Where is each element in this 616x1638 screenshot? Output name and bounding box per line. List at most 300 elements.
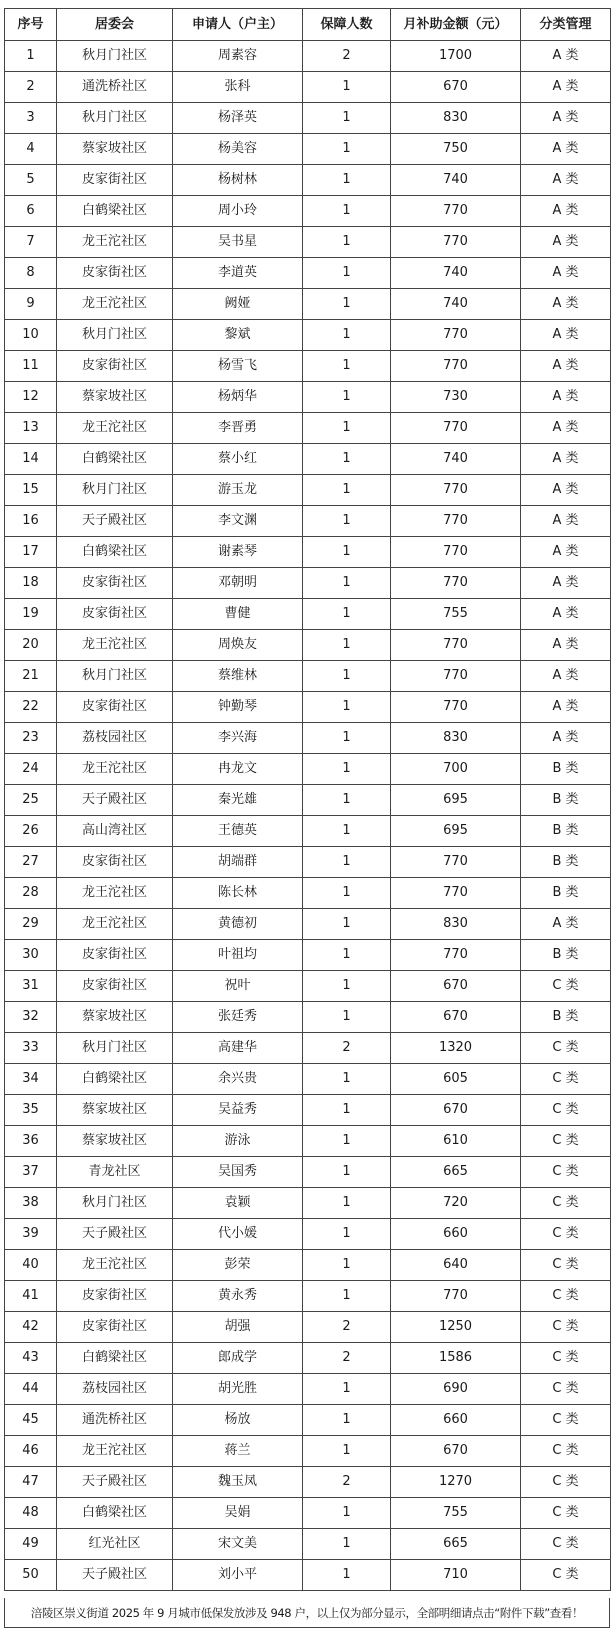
cell-committee: 皮家街社区	[57, 1281, 173, 1312]
cell-applicant: 高建华	[173, 1033, 303, 1064]
cell-persons: 1	[303, 196, 391, 227]
cell-persons: 1	[303, 1498, 391, 1529]
cell-applicant: 蒋兰	[173, 1436, 303, 1467]
cell-applicant: 周素容	[173, 41, 303, 72]
cell-index: 36	[5, 1126, 57, 1157]
cell-index: 50	[5, 1560, 57, 1591]
cell-committee: 红光社区	[57, 1529, 173, 1560]
table-row	[5, 165, 611, 196]
table-row	[5, 723, 611, 754]
cell-index: 2	[5, 72, 57, 103]
cell-amount: 770	[391, 506, 521, 537]
cell-committee: 皮家街社区	[57, 165, 173, 196]
cell-amount: 610	[391, 1126, 521, 1157]
cell-amount: 770	[391, 351, 521, 382]
cell-amount: 605	[391, 1064, 521, 1095]
cell-applicant: 阙娅	[173, 289, 303, 320]
table-row	[5, 1281, 611, 1312]
cell-amount: 710	[391, 1560, 521, 1591]
cell-committee: 皮家街社区	[57, 940, 173, 971]
cell-applicant: 张廷秀	[173, 1002, 303, 1033]
cell-persons: 1	[303, 1219, 391, 1250]
cell-persons: 1	[303, 1126, 391, 1157]
cell-amount: 740	[391, 258, 521, 289]
cell-applicant: 张科	[173, 72, 303, 103]
cell-committee: 皮家街社区	[57, 692, 173, 723]
table-row	[5, 506, 611, 537]
table-row	[5, 1126, 611, 1157]
table-body	[5, 41, 611, 1591]
cell-committee: 龙王沱社区	[57, 227, 173, 258]
cell-index: 14	[5, 444, 57, 475]
cell-index: 8	[5, 258, 57, 289]
cell-category: C 类	[521, 1064, 611, 1095]
cell-committee: 蔡家坡社区	[57, 1095, 173, 1126]
table-row	[5, 444, 611, 475]
cell-persons: 2	[303, 1033, 391, 1064]
table-row	[5, 134, 611, 165]
cell-category: C 类	[521, 1312, 611, 1343]
cell-index: 37	[5, 1157, 57, 1188]
table-row	[5, 103, 611, 134]
cell-committee: 龙王沱社区	[57, 413, 173, 444]
cell-category: B 类	[521, 878, 611, 909]
cell-persons: 1	[303, 1436, 391, 1467]
cell-amount: 770	[391, 196, 521, 227]
cell-amount: 770	[391, 878, 521, 909]
cell-committee: 高山湾社区	[57, 816, 173, 847]
cell-amount: 690	[391, 1374, 521, 1405]
cell-amount: 740	[391, 165, 521, 196]
cell-applicant: 邓朝明	[173, 568, 303, 599]
cell-category: A 类	[521, 537, 611, 568]
cell-persons: 1	[303, 599, 391, 630]
table-row	[5, 909, 611, 940]
table-row	[5, 320, 611, 351]
cell-committee: 白鹤梁社区	[57, 1498, 173, 1529]
cell-applicant: 叶祖均	[173, 940, 303, 971]
table-row	[5, 41, 611, 72]
cell-amount: 770	[391, 227, 521, 258]
table-row	[5, 351, 611, 382]
cell-persons: 1	[303, 1064, 391, 1095]
cell-applicant: 黎斌	[173, 320, 303, 351]
cell-persons: 1	[303, 413, 391, 444]
table-row	[5, 1467, 611, 1498]
cell-applicant: 秦光雄	[173, 785, 303, 816]
cell-persons: 1	[303, 568, 391, 599]
cell-index: 31	[5, 971, 57, 1002]
cell-index: 35	[5, 1095, 57, 1126]
table-row	[5, 1405, 611, 1436]
cell-amount: 770	[391, 568, 521, 599]
cell-amount: 770	[391, 475, 521, 506]
cell-category: C 类	[521, 1095, 611, 1126]
cell-persons: 1	[303, 1095, 391, 1126]
cell-applicant: 黄永秀	[173, 1281, 303, 1312]
cell-committee: 青龙社区	[57, 1157, 173, 1188]
table-row	[5, 630, 611, 661]
cell-committee: 秋月门社区	[57, 320, 173, 351]
cell-persons: 1	[303, 103, 391, 134]
table-row	[5, 289, 611, 320]
cell-amount: 770	[391, 847, 521, 878]
cell-index: 12	[5, 382, 57, 413]
table-row	[5, 816, 611, 847]
cell-applicant: 郎成学	[173, 1343, 303, 1374]
cell-index: 28	[5, 878, 57, 909]
cell-index: 38	[5, 1188, 57, 1219]
cell-persons: 1	[303, 351, 391, 382]
cell-category: C 类	[521, 1436, 611, 1467]
cell-persons: 1	[303, 971, 391, 1002]
cell-committee: 龙王沱社区	[57, 630, 173, 661]
cell-applicant: 宋文美	[173, 1529, 303, 1560]
cell-persons: 1	[303, 382, 391, 413]
header-committee: 居委会	[57, 9, 173, 41]
cell-category: B 类	[521, 1002, 611, 1033]
cell-committee: 龙王沱社区	[57, 878, 173, 909]
cell-committee: 白鹤梁社区	[57, 1343, 173, 1374]
cell-index: 33	[5, 1033, 57, 1064]
header-persons: 保障人数	[303, 9, 391, 41]
cell-category: A 类	[521, 723, 611, 754]
cell-persons: 1	[303, 258, 391, 289]
cell-category: A 类	[521, 72, 611, 103]
cell-applicant: 袁颖	[173, 1188, 303, 1219]
cell-applicant: 黄德初	[173, 909, 303, 940]
cell-index: 34	[5, 1064, 57, 1095]
cell-persons: 1	[303, 537, 391, 568]
cell-committee: 龙王沱社区	[57, 754, 173, 785]
cell-committee: 龙王沱社区	[57, 909, 173, 940]
cell-persons: 1	[303, 1560, 391, 1591]
cell-persons: 1	[303, 1188, 391, 1219]
cell-amount: 670	[391, 1436, 521, 1467]
table-row	[5, 1157, 611, 1188]
cell-amount: 670	[391, 1095, 521, 1126]
cell-committee: 皮家街社区	[57, 568, 173, 599]
table-row	[5, 1498, 611, 1529]
cell-category: C 类	[521, 1033, 611, 1064]
cell-persons: 1	[303, 1374, 391, 1405]
cell-category: A 类	[521, 196, 611, 227]
table-row	[5, 1250, 611, 1281]
cell-applicant: 吴益秀	[173, 1095, 303, 1126]
table-row	[5, 599, 611, 630]
cell-index: 39	[5, 1219, 57, 1250]
cell-committee: 荔枝园社区	[57, 1374, 173, 1405]
cell-index: 24	[5, 754, 57, 785]
footer-note: 涪陵区崇义街道 2025 年 9 月城市低保发放涉及 948 户，以上仅为部分显示，全部明细请点击“附件下载”查看！	[4, 1598, 610, 1628]
cell-persons: 1	[303, 320, 391, 351]
cell-applicant: 吴娟	[173, 1498, 303, 1529]
cell-committee: 蔡家坡社区	[57, 382, 173, 413]
cell-persons: 1	[303, 289, 391, 320]
cell-committee: 皮家街社区	[57, 599, 173, 630]
cell-amount: 720	[391, 1188, 521, 1219]
table-row	[5, 1064, 611, 1095]
cell-applicant: 李晋勇	[173, 413, 303, 444]
cell-persons: 1	[303, 165, 391, 196]
cell-applicant: 杨泽英	[173, 103, 303, 134]
cell-amount: 770	[391, 630, 521, 661]
cell-persons: 1	[303, 1002, 391, 1033]
cell-persons: 1	[303, 723, 391, 754]
cell-category: C 类	[521, 1126, 611, 1157]
header-amount: 月补助金额（元）	[391, 9, 521, 41]
cell-applicant: 周小玲	[173, 196, 303, 227]
cell-applicant: 曹健	[173, 599, 303, 630]
table-header-row	[5, 9, 611, 41]
cell-committee: 白鹤梁社区	[57, 196, 173, 227]
cell-category: C 类	[521, 1281, 611, 1312]
cell-applicant: 冉龙文	[173, 754, 303, 785]
cell-committee: 白鹤梁社区	[57, 444, 173, 475]
table-row	[5, 537, 611, 568]
table-row	[5, 1312, 611, 1343]
cell-index: 18	[5, 568, 57, 599]
cell-committee: 荔枝园社区	[57, 723, 173, 754]
cell-category: A 类	[521, 630, 611, 661]
cell-amount: 770	[391, 692, 521, 723]
cell-amount: 755	[391, 599, 521, 630]
cell-applicant: 彭荣	[173, 1250, 303, 1281]
cell-persons: 1	[303, 1157, 391, 1188]
cell-index: 27	[5, 847, 57, 878]
cell-applicant: 王德英	[173, 816, 303, 847]
cell-category: A 类	[521, 351, 611, 382]
cell-persons: 1	[303, 754, 391, 785]
cell-applicant: 杨美容	[173, 134, 303, 165]
cell-category: A 类	[521, 227, 611, 258]
cell-applicant: 蔡维林	[173, 661, 303, 692]
cell-committee: 皮家街社区	[57, 351, 173, 382]
table-row	[5, 1343, 611, 1374]
cell-persons: 1	[303, 909, 391, 940]
cell-amount: 750	[391, 134, 521, 165]
cell-amount: 740	[391, 444, 521, 475]
cell-committee: 秋月门社区	[57, 475, 173, 506]
cell-committee: 白鹤梁社区	[57, 1064, 173, 1095]
cell-committee: 秋月门社区	[57, 661, 173, 692]
table-row	[5, 72, 611, 103]
cell-index: 15	[5, 475, 57, 506]
cell-category: A 类	[521, 568, 611, 599]
cell-applicant: 刘小平	[173, 1560, 303, 1591]
cell-category: A 类	[521, 258, 611, 289]
cell-persons: 1	[303, 475, 391, 506]
cell-category: A 类	[521, 165, 611, 196]
cell-index: 17	[5, 537, 57, 568]
cell-amount: 1270	[391, 1467, 521, 1498]
cell-category: C 类	[521, 971, 611, 1002]
cell-applicant: 胡光胜	[173, 1374, 303, 1405]
cell-amount: 1586	[391, 1343, 521, 1374]
cell-index: 25	[5, 785, 57, 816]
cell-persons: 1	[303, 227, 391, 258]
cell-category: A 类	[521, 103, 611, 134]
cell-persons: 1	[303, 692, 391, 723]
cell-index: 49	[5, 1529, 57, 1560]
table-row	[5, 568, 611, 599]
header-applicant: 申请人（户主）	[173, 9, 303, 41]
cell-index: 1	[5, 41, 57, 72]
cell-persons: 1	[303, 72, 391, 103]
cell-index: 5	[5, 165, 57, 196]
cell-index: 19	[5, 599, 57, 630]
cell-committee: 通洗桥社区	[57, 1405, 173, 1436]
cell-category: A 类	[521, 692, 611, 723]
cell-committee: 天子殿社区	[57, 1219, 173, 1250]
table-row	[5, 475, 611, 506]
cell-index: 20	[5, 630, 57, 661]
cell-index: 40	[5, 1250, 57, 1281]
cell-category: C 类	[521, 1343, 611, 1374]
cell-amount: 770	[391, 1281, 521, 1312]
cell-amount: 730	[391, 382, 521, 413]
cell-amount: 640	[391, 1250, 521, 1281]
cell-amount: 830	[391, 723, 521, 754]
cell-index: 4	[5, 134, 57, 165]
cell-committee: 天子殿社区	[57, 785, 173, 816]
cell-applicant: 陈长林	[173, 878, 303, 909]
cell-committee: 皮家街社区	[57, 847, 173, 878]
cell-category: B 类	[521, 847, 611, 878]
cell-amount: 770	[391, 940, 521, 971]
cell-applicant: 胡强	[173, 1312, 303, 1343]
table-row	[5, 258, 611, 289]
header-category: 分类管理	[521, 9, 611, 41]
cell-persons: 2	[303, 1343, 391, 1374]
cell-index: 23	[5, 723, 57, 754]
cell-applicant: 杨雪飞	[173, 351, 303, 382]
cell-persons: 1	[303, 847, 391, 878]
cell-applicant: 李兴海	[173, 723, 303, 754]
cell-persons: 1	[303, 1405, 391, 1436]
cell-index: 9	[5, 289, 57, 320]
cell-amount: 770	[391, 661, 521, 692]
cell-applicant: 蔡小红	[173, 444, 303, 475]
table-row	[5, 1188, 611, 1219]
table-row	[5, 661, 611, 692]
cell-committee: 天子殿社区	[57, 1560, 173, 1591]
cell-category: A 类	[521, 599, 611, 630]
cell-applicant: 钟勤琴	[173, 692, 303, 723]
cell-index: 30	[5, 940, 57, 971]
table-row	[5, 1002, 611, 1033]
table-row	[5, 847, 611, 878]
cell-persons: 1	[303, 785, 391, 816]
cell-applicant: 周焕友	[173, 630, 303, 661]
cell-index: 26	[5, 816, 57, 847]
cell-persons: 2	[303, 1467, 391, 1498]
cell-persons: 1	[303, 878, 391, 909]
cell-index: 41	[5, 1281, 57, 1312]
cell-applicant: 游玉龙	[173, 475, 303, 506]
cell-amount: 1700	[391, 41, 521, 72]
cell-category: B 类	[521, 754, 611, 785]
cell-amount: 670	[391, 72, 521, 103]
cell-persons: 1	[303, 134, 391, 165]
cell-category: C 类	[521, 1219, 611, 1250]
cell-applicant: 代小媛	[173, 1219, 303, 1250]
cell-amount: 1320	[391, 1033, 521, 1064]
cell-committee: 皮家街社区	[57, 258, 173, 289]
cell-committee: 蔡家坡社区	[57, 134, 173, 165]
cell-index: 3	[5, 103, 57, 134]
cell-committee: 龙王沱社区	[57, 1436, 173, 1467]
cell-amount: 770	[391, 320, 521, 351]
cell-amount: 665	[391, 1157, 521, 1188]
cell-category: C 类	[521, 1405, 611, 1436]
cell-index: 13	[5, 413, 57, 444]
cell-category: C 类	[521, 1374, 611, 1405]
cell-committee: 秋月门社区	[57, 103, 173, 134]
cell-category: C 类	[521, 1529, 611, 1560]
cell-category: B 类	[521, 785, 611, 816]
cell-amount: 670	[391, 1002, 521, 1033]
table-row	[5, 413, 611, 444]
cell-category: A 类	[521, 320, 611, 351]
cell-applicant: 吴书星	[173, 227, 303, 258]
table-row	[5, 1560, 611, 1591]
cell-category: A 类	[521, 506, 611, 537]
cell-committee: 龙王沱社区	[57, 289, 173, 320]
cell-amount: 830	[391, 909, 521, 940]
cell-amount: 830	[391, 103, 521, 134]
cell-amount: 660	[391, 1405, 521, 1436]
table-row	[5, 1033, 611, 1064]
cell-category: A 类	[521, 382, 611, 413]
cell-index: 11	[5, 351, 57, 382]
cell-persons: 1	[303, 1529, 391, 1560]
cell-amount: 755	[391, 1498, 521, 1529]
cell-persons: 2	[303, 1312, 391, 1343]
cell-persons: 2	[303, 41, 391, 72]
cell-index: 45	[5, 1405, 57, 1436]
cell-category: C 类	[521, 1250, 611, 1281]
cell-index: 7	[5, 227, 57, 258]
cell-committee: 蔡家坡社区	[57, 1126, 173, 1157]
table-row	[5, 692, 611, 723]
cell-committee: 皮家街社区	[57, 971, 173, 1002]
cell-amount: 700	[391, 754, 521, 785]
cell-category: C 类	[521, 1498, 611, 1529]
cell-category: A 类	[521, 413, 611, 444]
cell-applicant: 余兴贵	[173, 1064, 303, 1095]
table-row	[5, 971, 611, 1002]
cell-applicant: 李道英	[173, 258, 303, 289]
cell-applicant: 杨放	[173, 1405, 303, 1436]
cell-amount: 695	[391, 816, 521, 847]
cell-index: 46	[5, 1436, 57, 1467]
table-row	[5, 1095, 611, 1126]
cell-index: 22	[5, 692, 57, 723]
cell-index: 29	[5, 909, 57, 940]
cell-index: 48	[5, 1498, 57, 1529]
cell-persons: 1	[303, 1281, 391, 1312]
cell-committee: 白鹤梁社区	[57, 537, 173, 568]
table-row	[5, 1219, 611, 1250]
cell-committee: 蔡家坡社区	[57, 1002, 173, 1033]
table-row	[5, 382, 611, 413]
cell-applicant: 胡端群	[173, 847, 303, 878]
cell-amount: 1250	[391, 1312, 521, 1343]
cell-category: B 类	[521, 816, 611, 847]
cell-amount: 670	[391, 971, 521, 1002]
cell-applicant: 杨炳华	[173, 382, 303, 413]
